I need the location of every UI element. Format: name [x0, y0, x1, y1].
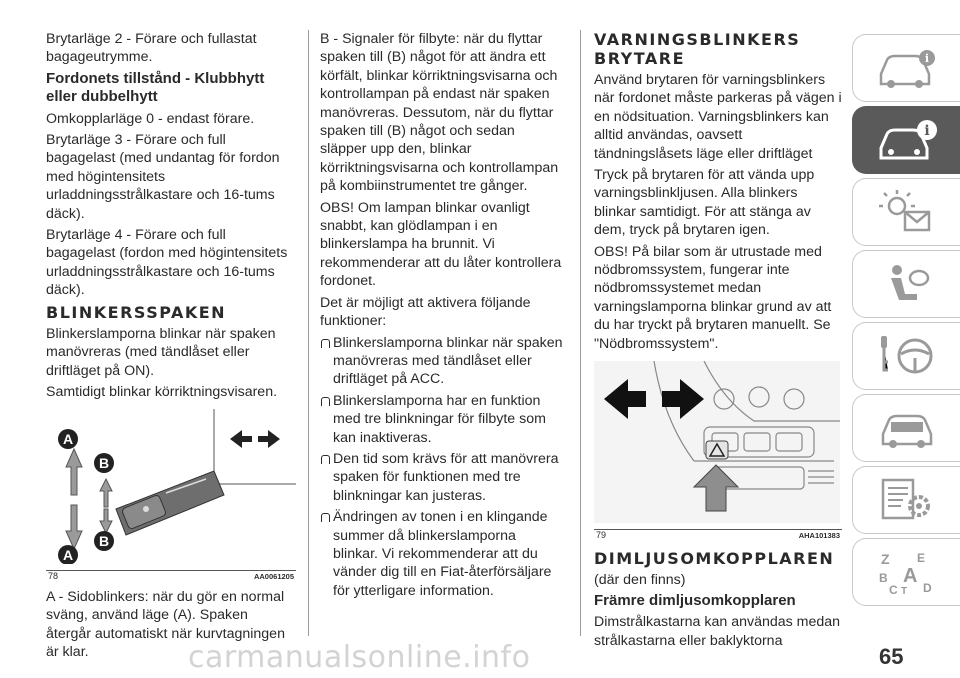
paragraph: Samtidigt blinkar körriktningsvisaren. [46, 383, 278, 400]
label-b-bottom [94, 531, 114, 551]
left-right-arrows-icon [230, 430, 280, 448]
page-number: 65 [879, 644, 904, 669]
car-breakdown-icon [875, 404, 939, 452]
subheading-framre: Främre dimljusomkopplaren [594, 591, 796, 609]
paragraph: Blinkerslamporna blinkar när spaken manövreras (med tändlåset eller driftläget på ON). [46, 325, 276, 379]
svg-text:i: i [924, 52, 929, 65]
sidebar-tab-index[interactable] [852, 538, 960, 606]
figure-code: AA0061205 [253, 571, 294, 581]
paragraph: A - Sidoblinkers: när du gör en normal sväng, använd läge (A). Spaken återgår automatiskt när kurvtagningen är klar. [46, 588, 285, 660]
sidebar-tab-car-info[interactable] [852, 34, 960, 102]
column-3 [594, 30, 842, 653]
sidebar-tab-breakdown[interactable] [852, 394, 960, 462]
sidebar-tab-warning-lights[interactable] [852, 178, 960, 246]
svg-text:B: B [878, 571, 888, 585]
paragraph: OBS! Om lampan blinkar ovanligt snabbt, kan glödlampan i en blinkerslampa ha brunnit. Vi rekommenderar att du låter kontrollera fordonet. [320, 199, 562, 290]
figure-code: AHA101383 [798, 530, 840, 540]
subheading-fordonet: Fordonets tillstånd - Klubbhytt eller dubbelhytt [46, 69, 265, 106]
figure-79 [594, 361, 842, 540]
lever-icon [116, 471, 224, 535]
key-steering-wheel-icon [875, 332, 939, 380]
heading-blinkersspaken: BLINKERSSPAKEN [46, 302, 227, 322]
label-b-top [94, 453, 114, 473]
paragraph: Brytarläge 3 - Förare och full bagagelast (med undantag för fordon med högintensitets urladdningsstrålkastare och 16-tums däck). [46, 132, 280, 222]
svg-text:B: B [98, 455, 110, 472]
paragraph: Tryck på brytaren för att vända upp varningsblinkljusen. Alla blinkers blinkar samtidigt. För att stänga av dem, tryck på brytaren igen. [594, 167, 815, 239]
airbag-seat-icon [875, 260, 939, 308]
svg-text:A: A [62, 547, 74, 564]
sidebar-tab-key-steering[interactable] [852, 322, 960, 390]
figure-number: 78 [48, 570, 59, 581]
turn-signal-lever-illustration [46, 409, 296, 564]
heading-dimljusomkopplaren: DIMLJUSOMKOPPLAREN [594, 548, 835, 568]
column-divider [308, 30, 309, 636]
column-divider [580, 30, 581, 636]
watermark: carmanualsonline.info [188, 640, 531, 675]
paragraph: OBS! På bilar som är utrustade med nödbromssystem, fungerar inte nödbromssystemet medan varningslamporna blinkar grund av att du har tryckt på brytaren manuellt. Se "Nödbromssystem". [594, 243, 832, 352]
heading-varningsblinkers: VARNINGSBLINKERS BRYTARE [594, 30, 801, 68]
paragraph: (där den finns) [594, 571, 686, 588]
svg-text:B: B [98, 533, 110, 550]
list-item: Blinkerslamporna blinkar när spaken manövreras med tändlåset eller driftläget på ACC. [320, 334, 564, 389]
list-item: Blinkerslamporna har en funktion med tre blinkningar för filbyte som kan inaktiveras. [320, 392, 564, 447]
figure-number: 79 [596, 529, 607, 540]
column-2 [320, 30, 564, 603]
svg-text:i: i [923, 123, 930, 139]
paragraph: Brytarläge 2 - Förare och fullastat bagageutrymme. [46, 31, 257, 66]
svg-text:D: D [922, 581, 932, 595]
car-dashboard-info-icon [875, 116, 939, 164]
paragraph: Dimstrålkastarna kan användas medan strålkastarna eller baklyktorna [594, 614, 841, 649]
paragraph: Använd brytaren för varningsblinkers när fordonet måste parkeras på vägen i en nödsituation. Varningsblinkers kan alltid användas, oavsett tändningslåsets läge eller driftläget [594, 72, 842, 162]
svg-text:A: A [62, 431, 74, 448]
sidebar-tab-maintenance[interactable] [852, 466, 960, 534]
svg-text:A: A [902, 565, 917, 587]
sidebar-tab-airbag[interactable] [852, 250, 960, 318]
paragraph: Brytarläge 4 - Förare och full bagagelast (fordon med högintensitets urladdningsstrålkastare och 16-tums däck). [46, 227, 288, 299]
column-1 [46, 30, 296, 664]
list-item: Den tid som krävs för att manövrera spaken för funktionen med tre blinkningar kan justeras. [320, 450, 564, 505]
paragraph: B - Signaler för filbyte: när du flyttar spaken till (B) något för att ändra ett körfält, blinkar körriktningsvisarna och kontrollampan på endast när spaken manövreras. Dessutom, när du flyttar spaken till (B) något och sedan släpper upp den, blinkar körriktningsvisarna och kontrollampan på kombiinstrumentet tre gånger. [320, 31, 559, 195]
list-item: Ändringen av tonen i en klingande summer då blinkerslamporna blinkar. Vi rekommenderar att du vänder dig till en Fiat-återförsäljare för ytterligare information. [320, 508, 564, 600]
svg-text:T: T [900, 586, 907, 596]
sidebar-tab-dashboard-info[interactable] [852, 106, 960, 174]
figure-78 [46, 409, 296, 581]
car-info-icon [875, 44, 939, 92]
index-letters-icon [875, 548, 939, 596]
label-a-top [58, 429, 78, 449]
paragraph: Det är möjligt att aktivera följande funktioner: [320, 294, 531, 330]
warning-lights-icon [875, 188, 939, 236]
svg-text:Z: Z [880, 551, 890, 567]
hazard-switch-illustration [594, 361, 840, 523]
maintenance-gear-icon [875, 476, 939, 524]
svg-text:E: E [916, 551, 925, 565]
svg-text:C: C [888, 583, 898, 596]
paragraph: Omkopplarläge 0 - endast förare. [46, 110, 255, 127]
